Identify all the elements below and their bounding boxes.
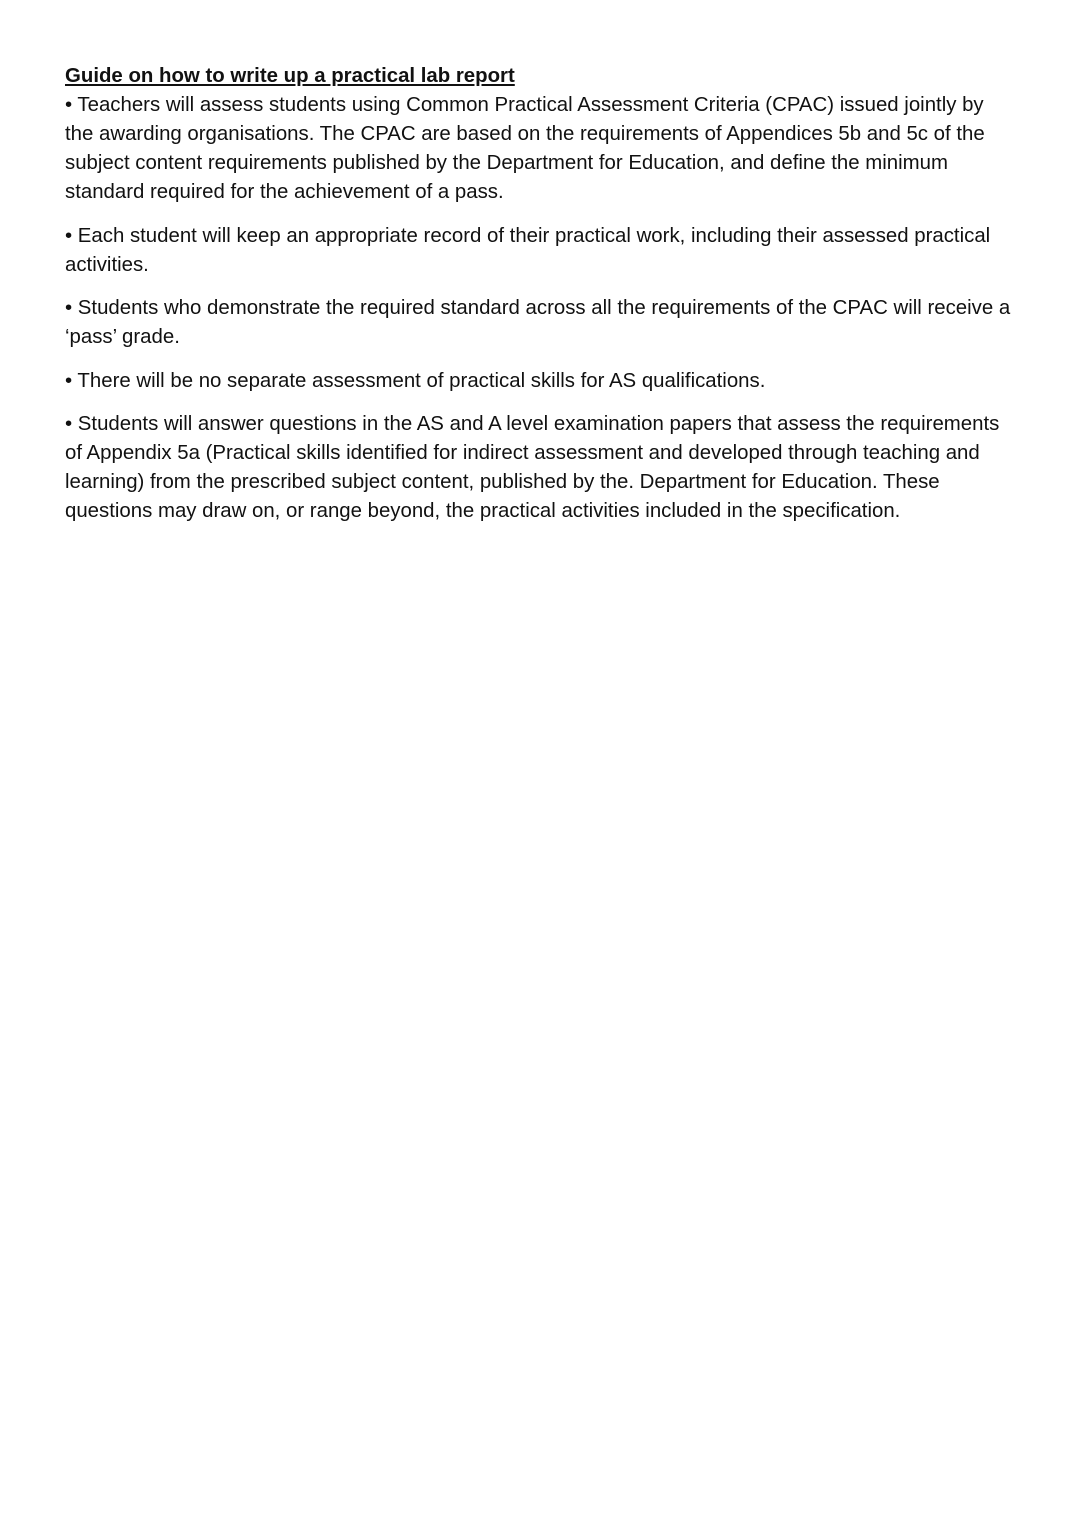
paragraph-exam-questions: • Students will answer questions in the AS and A level examination papers that assess the requirements of Appendix 5a (Practical skills identified for indirect assessment and developed through teaching and learning) from the prescribed subject content, published by the. Department for Education. These questions may draw on, or range beyond, the practical activities included in the specification.: [65, 413, 1000, 522]
paragraph-student-record: • Each student will keep an appropriate record of their practical work, including their assessed practical activities.: [65, 224, 991, 276]
paragraph-as-assessment: • There will be no separate assessment of practical skills for AS qualifications.: [65, 369, 766, 392]
paragraph-cpac-assessment: • Teachers will assess students using Common Practical Assessment Criteria (CPAC) issued jointly by the awarding organisations. The CPAC are based on the requirements of Appendices 5b and 5c of the subject content requirements published by the Department for Education, and define the minimum standard required for the achievement of a pass.: [65, 94, 985, 203]
document-title: Guide on how to write up a practical lab report: [65, 65, 515, 87]
paragraph-pass-grade: • Students who demonstrate the required standard across all the requirements of the CPAC will receive a ‘pass’ grade.: [65, 297, 1011, 348]
document-body: [65, 62, 1015, 541]
